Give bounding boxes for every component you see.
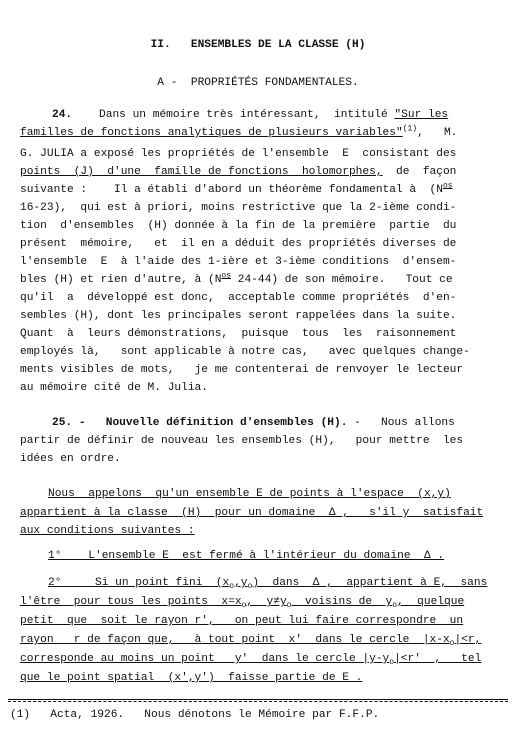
- underlined-text: familles de fonctions analytiques de plusieurs variables": [20, 127, 403, 139]
- p24-line-7: tion d'ensembles (H) donnée à la fin de la première partie du: [20, 220, 457, 232]
- p24-line-9: l'ensemble E à l'aide des 1-ière et 3-ième conditions d'ensem-: [20, 256, 457, 268]
- text: , M.: [417, 127, 458, 139]
- definition-line-2: appartient à la classe (H) pour un domaine Δ , s'il y satisfait: [20, 507, 484, 519]
- text: ) dans Δ , appartient à E, sans: [252, 577, 488, 589]
- text: suivante : Il a établi d'abord un théorème fondamental à (N: [20, 184, 443, 196]
- p24-line-14: employés là, sont applicable à notre cas, avec quelques change-: [20, 346, 470, 358]
- superscript: os: [221, 271, 232, 281]
- p24-line-8: présent mémoire, et il en a déduit des propriétés diverses de: [20, 238, 457, 250]
- subscript: o: [392, 601, 398, 611]
- subscript: o: [241, 601, 247, 611]
- condition-2-line-1: [20, 576, 516, 590]
- condition-2-line-5: [20, 652, 500, 666]
- text: bles (H) et rien d'autre, à (N: [20, 274, 222, 286]
- section-heading: II. ENSEMBLES DE LA CLASSE (H): [150, 39, 366, 51]
- paragraph-number: 25. -: [52, 417, 86, 429]
- p24-line-5: [20, 183, 500, 197]
- text: Dans un mémoire très intéressant, intitulé: [99, 109, 395, 121]
- text: 24-44) de son mémoire. Tout ce: [231, 274, 453, 286]
- p24-line-1: [20, 108, 500, 122]
- subscript: o: [449, 639, 455, 649]
- p24-line-4: [20, 165, 500, 179]
- footnote-separator-dashed: [8, 701, 508, 702]
- p25-line-3: idées en ordre.: [20, 453, 121, 465]
- condition-2-line-3: petit que soit le rayon r', on peut lui faire correspondre un: [20, 615, 464, 627]
- text: l'être pour tous les points x=x: [20, 596, 242, 608]
- underlined-text: "Sur les: [394, 109, 449, 121]
- p24-line-12: sembles (H), dont les principales seront rappelées dans la suite.: [20, 310, 457, 322]
- text: |<r,: [454, 634, 482, 646]
- text: voisins de y: [291, 596, 393, 608]
- p24-line-10: [20, 273, 500, 287]
- underlined-text: points (J) d'une famille de fonctions holomorphes,: [20, 166, 383, 178]
- subscript: o: [247, 582, 253, 592]
- footnote-ref: (1): [402, 124, 418, 134]
- condition-2-line-4: [20, 633, 500, 647]
- definition-line-1: Nous appelons qu'un ensemble E de points à l'espace (x,y): [48, 488, 451, 500]
- paragraph-title: Nouvelle définition d'ensembles (H).: [105, 417, 348, 429]
- condition-2-line-2: [20, 595, 500, 609]
- p24-line-16: au mémoire cité de M. Julia.: [20, 382, 208, 394]
- p24-line-6: 16-23), qui est à priori, moins restrictive que la 2-ième condi-: [20, 202, 457, 214]
- footnote: (1) Acta, 1926. Nous dénotons le Mémoire par F.F.P.: [10, 709, 380, 721]
- text: , y≠y: [246, 596, 287, 608]
- text: |<r' , tel: [394, 653, 482, 665]
- text: corresponde au moins un point y' dans le cercle |y-y: [20, 653, 390, 665]
- footnote-separator: [8, 699, 508, 700]
- text: de façon: [382, 166, 457, 178]
- text: , quelque: [397, 596, 465, 608]
- definition-line-3: aux conditions suivantes :: [20, 525, 195, 537]
- p24-line-13: Quant à leurs démonstrations, puisque tous les raisonnement: [20, 328, 457, 340]
- subscript: o: [229, 582, 235, 592]
- text: 2° Si un point fini (x: [48, 577, 230, 589]
- condition-1: 1° L'ensemble E est fermé à l'intérieur du domaine Δ .: [48, 550, 445, 562]
- superscript: os: [442, 181, 453, 191]
- subscript: o: [389, 658, 395, 668]
- paragraph-number: 24.: [52, 109, 73, 121]
- subsection-heading: A - PROPRIÉTÉS FONDAMENTALES.: [157, 77, 359, 89]
- condition-2-line-6: que le point spatial (x',y') faisse partie de E .: [20, 672, 363, 684]
- p24-line-3: G. JULIA a exposé les propriétés de l'ensemble E consistant des: [20, 148, 457, 160]
- p25-line-1: [20, 416, 500, 430]
- text: ,y: [234, 577, 248, 589]
- text: rayon r de façon que, à tout point x' dans le cercle |x-x: [20, 634, 450, 646]
- p24-line-2: [20, 126, 500, 140]
- subscript: o: [286, 601, 292, 611]
- p24-line-11: qu'il a développé est donc, acceptable comme propriétés d'en-: [20, 292, 457, 304]
- text: - Nous allons: [347, 417, 455, 429]
- p24-line-15: ments visibles de mots, je me contenterai de renvoyer le lecteur: [20, 364, 464, 376]
- p25-line-2: partir de définir de nouveau les ensembles (H), pour mettre les: [20, 435, 464, 447]
